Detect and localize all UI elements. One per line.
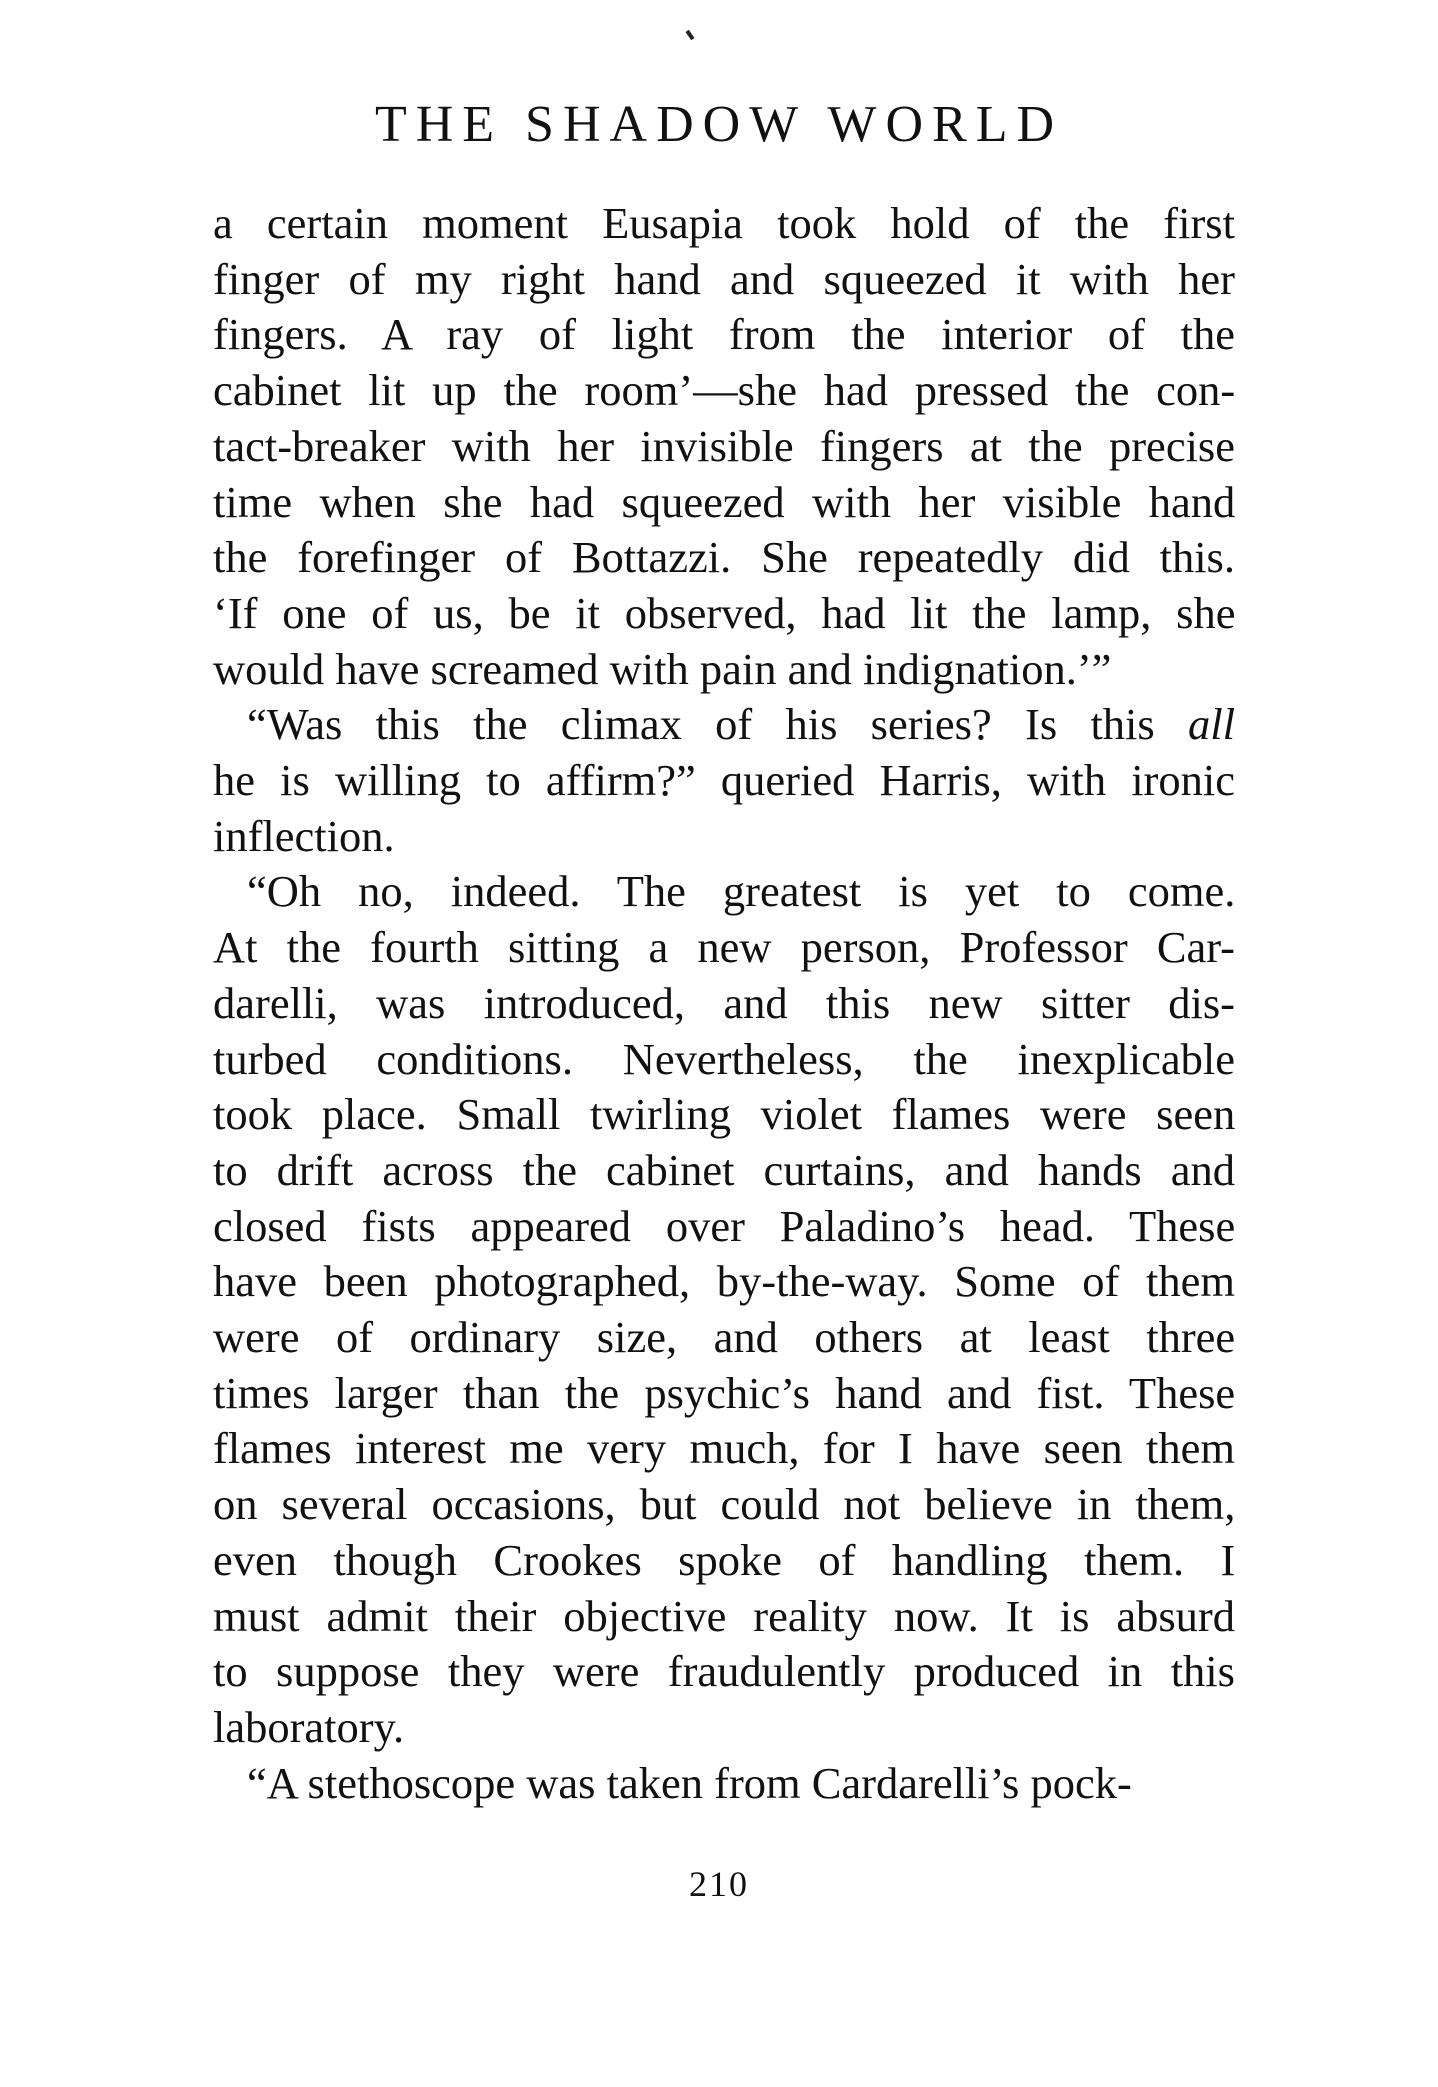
text-line: must admit their objective reality now. It is absurd [213,1590,1235,1641]
text-line: to drift across the cabinet curtains, and hands and [213,1144,1235,1195]
text-line: turbed conditions. Nevertheless, the inexplicable [213,1033,1235,1084]
paragraph [213,864,1235,1755]
paragraph [213,1756,1235,1812]
text-line: the forefinger of Bottazzi. She repeatedly did this. [213,532,1235,583]
text-line: took place. Small twirling violet flames were seen [213,1089,1236,1140]
text-line: “Oh no, indeed. The greatest is yet to come. [247,866,1236,917]
paragraph [213,196,1235,697]
print-mark [685,30,694,40]
text-line: time when she had squeezed with her visible hand [213,476,1236,527]
text-line: even though Crookes spoke of handling them. I [213,1534,1236,1585]
page-number: 210 [689,1864,749,1904]
text-line: At the fourth sitting a new person, Professor Car- [213,922,1235,973]
text-line: finger of my right hand and squeezed it with her [213,253,1235,304]
text-line: inflection. [213,810,395,861]
text-line: on several occasions, but could not believe in them, [213,1479,1236,1530]
emphasis: all [1188,699,1235,750]
text-line: to suppose they were fraudulently produced in this [213,1646,1235,1697]
text-line: a certain moment Eusapia took hold of the first [213,198,1235,248]
text-line: cabinet lit up the room’—she had pressed the con- [213,365,1236,416]
text-line: fingers. A ray of light from the interior of the [213,309,1235,360]
paragraph [213,697,1235,864]
text-line: “Was this the climax of his series? Is this all [247,699,1235,750]
text-line: flames interest me very much, for I have seen them [213,1423,1235,1474]
text-line: he is willing to affirm?” queried Harris, with ironic [213,755,1235,806]
text-line: were of ordinary size, and others at least three [213,1312,1236,1363]
text-line: tact-breaker with her invisible fingers at the precise [213,420,1235,471]
text-line: times larger than the psychic’s hand and fist. These [213,1367,1236,1418]
text-line: closed fists appeared over Paladino’s head. These [213,1200,1236,1251]
running-title: THE SHADOW WORLD [374,96,1064,153]
text-line: darelli, was introduced, and this new sitter dis- [213,977,1235,1028]
body-text [213,196,1235,1811]
text-line: have been photographed, by-the-way. Some of them [213,1256,1235,1307]
text-line: ‘If one of us, be it observed, had lit the lamp, she [213,587,1236,638]
text-line: “A stethoscope was taken from Cardarelli’s pock- [247,1757,1132,1808]
text-line: would have screamed with pain and indignation.’” [213,643,1112,694]
text-line: laboratory. [213,1701,405,1752]
